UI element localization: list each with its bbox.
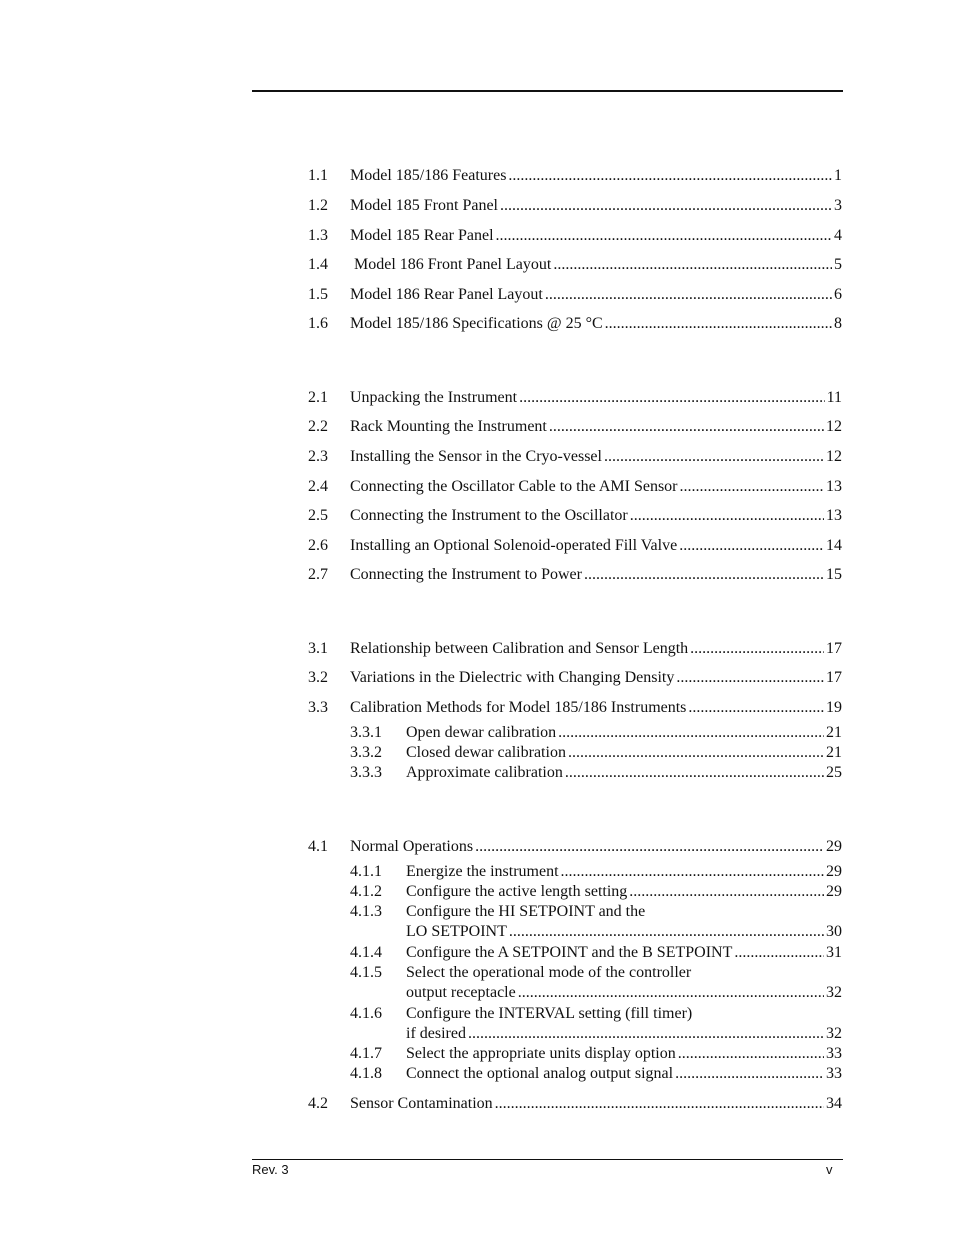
toc-title: Approximate calibration [406, 764, 563, 781]
toc-title: Rack Mounting the Instrument [350, 418, 547, 435]
toc-number: 3.3.3 [350, 764, 382, 781]
toc-number: 2.5 [308, 507, 328, 524]
toc-number: 4.1.5 [350, 964, 382, 981]
toc-leader-dots [500, 196, 832, 216]
footer-page-number: v [826, 1162, 833, 1177]
toc-entry-2-1[interactable] [308, 388, 842, 408]
toc-title: Unpacking the Instrument [350, 389, 518, 406]
toc-number: 1.3 [308, 227, 328, 244]
toc-page-number: 12 [826, 448, 842, 465]
toc-leader-dots [675, 1064, 824, 1084]
toc-entry-2-5[interactable] [308, 506, 842, 526]
toc-number: 1.4 [308, 256, 328, 273]
toc-page-number: 34 [826, 1095, 842, 1112]
toc-number: 4.1.8 [350, 1065, 382, 1082]
toc-number: 3.3.2 [350, 744, 382, 761]
toc-title: Configure the INTERVAL setting (fill timer) [406, 1005, 693, 1022]
toc-title: Closed dewar calibration [406, 744, 566, 761]
toc-leader-dots [561, 862, 824, 882]
toc-leader-dots [509, 922, 824, 942]
toc-title: Select the appropriate units display option [406, 1045, 676, 1062]
toc-number: 3.1 [308, 640, 328, 657]
toc-leader-dots [629, 882, 824, 902]
toc-entry-1-5[interactable] [308, 285, 842, 305]
toc-entry-2-7[interactable] [308, 565, 842, 585]
toc-leader-dots [468, 1024, 824, 1044]
toc-entry-2-6[interactable] [308, 536, 842, 556]
toc-entry-4-1-6-continued[interactable] [406, 1024, 842, 1044]
toc-entry-4-1-5[interactable] [350, 963, 842, 983]
toc-page-number: 14 [826, 537, 842, 554]
toc-page-number: 29 [826, 863, 842, 880]
toc-entry-2-3[interactable] [308, 447, 842, 467]
toc-number: 4.1.4 [350, 944, 382, 961]
toc-title: Sensor Contamination [350, 1095, 493, 1112]
toc-entry-1-4[interactable] [308, 255, 842, 275]
toc-title: Connect the optional analog output signal [406, 1065, 674, 1082]
toc-page-number: 12 [826, 418, 842, 435]
toc-number: 1.2 [308, 197, 328, 214]
toc-leader-dots [518, 983, 824, 1003]
toc-number: 1.1 [308, 167, 328, 184]
toc-leader-dots [553, 255, 832, 275]
toc-page-number: 13 [826, 507, 842, 524]
toc-title: Configure the HI SETPOINT and the [406, 903, 646, 920]
toc-title: Open dewar calibration [406, 724, 557, 741]
toc-entry-4-1-7[interactable] [350, 1044, 842, 1064]
toc-title-continued: LO SETPOINT [406, 923, 507, 940]
toc-leader-dots [545, 285, 832, 305]
toc-entry-4-1-2[interactable] [350, 882, 842, 902]
toc-title-continued: if desired [406, 1025, 466, 1042]
toc-title: Configure the active length setting [406, 883, 628, 900]
toc-page-number: 31 [826, 944, 842, 961]
toc-entry-4-1-3-continued[interactable] [406, 922, 842, 942]
toc-number: 2.3 [308, 448, 328, 465]
toc-entry-1-3[interactable] [308, 226, 842, 246]
toc-number: 1.5 [308, 286, 328, 303]
toc-entry-2-2[interactable] [308, 417, 842, 437]
toc-title: Model 186 Front Panel Layout [350, 256, 552, 273]
toc-title: Model 185/186 Features [350, 167, 507, 184]
toc-entry-3-3[interactable] [308, 698, 842, 718]
toc-entry-3-2[interactable] [308, 668, 842, 688]
toc-title: Model 186 Rear Panel Layout [350, 286, 543, 303]
toc-title: Model 185 Front Panel [350, 197, 498, 214]
toc-entry-1-2[interactable] [308, 196, 842, 216]
toc-number: 3.2 [308, 669, 328, 686]
toc-leader-dots [565, 763, 824, 783]
toc-number: 3.3 [308, 699, 328, 716]
toc-leader-dots [496, 226, 832, 246]
toc-page-number: 33 [826, 1065, 842, 1082]
toc-number: 2.2 [308, 418, 328, 435]
toc-page-number: 30 [826, 923, 842, 940]
toc-entry-4-1-5-continued[interactable] [406, 983, 842, 1003]
toc-page-number: 32 [826, 984, 842, 1001]
toc-number: 2.1 [308, 389, 328, 406]
toc-entry-3-3-2[interactable] [350, 743, 842, 763]
toc-entry-2-4[interactable] [308, 477, 842, 497]
toc-leader-dots [475, 837, 824, 857]
toc-leader-dots [688, 698, 824, 718]
toc-leader-dots [508, 166, 832, 186]
toc-leader-dots [679, 536, 824, 556]
toc-entry-1-1[interactable] [308, 166, 842, 186]
toc-leader-dots [630, 506, 824, 526]
toc-title: Energize the instrument [406, 863, 559, 880]
toc-page-number: 33 [826, 1045, 842, 1062]
toc-page-number: 6 [834, 286, 842, 303]
toc-number: 2.6 [308, 537, 328, 554]
toc-page-number: 17 [826, 640, 842, 657]
toc-entry-3-1[interactable] [308, 639, 842, 659]
toc-title: Model 185/186 Specifications @ 25 °C [350, 315, 603, 332]
toc-page-number: 21 [826, 724, 842, 741]
toc-leader-dots [519, 388, 825, 408]
toc-leader-dots [558, 723, 824, 743]
toc-leader-dots [568, 743, 824, 763]
toc-entry-4-2[interactable] [308, 1094, 842, 1114]
toc-entry-4-1-3[interactable] [350, 902, 842, 922]
toc-number: 2.4 [308, 478, 328, 495]
toc-number: 4.1 [308, 838, 328, 855]
toc-number: 4.1.2 [350, 883, 382, 900]
toc-leader-dots [680, 477, 825, 497]
toc-number: 3.3.1 [350, 724, 382, 741]
toc-entry-3-3-3[interactable] [350, 763, 842, 783]
toc-number: 2.7 [308, 566, 328, 583]
toc-page-number: 11 [826, 389, 842, 406]
toc-entry-4-1-4[interactable] [350, 943, 842, 963]
toc-leader-dots [604, 447, 824, 467]
toc-number: 4.1.7 [350, 1045, 382, 1062]
header-rule [252, 90, 843, 92]
toc-leader-dots [584, 565, 824, 585]
toc-title: Relationship between Calibration and Sensor Length [350, 640, 689, 657]
toc-page-number: 15 [826, 566, 842, 583]
toc-page-number: 29 [826, 883, 842, 900]
toc-page-number: 17 [826, 669, 842, 686]
toc-title: Connecting the Instrument to Power [350, 566, 582, 583]
toc-entry-4-1-1[interactable] [350, 862, 842, 882]
toc-title: Configure the A SETPOINT and the B SETPOINT [406, 944, 733, 961]
toc-page-number: 5 [834, 256, 842, 273]
toc-title: Installing an Optional Solenoid-operated Fill Valve [350, 537, 678, 554]
toc-page-number: 1 [834, 167, 842, 184]
toc-entry-4-1[interactable] [308, 837, 842, 857]
toc-leader-dots [605, 314, 832, 334]
toc-page-number: 19 [826, 699, 842, 716]
toc-title-continued: output receptacle [406, 984, 516, 1001]
toc-title: Variations in the Dielectric with Changing Density [350, 669, 675, 686]
footer-rule [252, 1159, 843, 1160]
toc-title: Connecting the Instrument to the Oscillator [350, 507, 628, 524]
toc-page-number: 25 [826, 764, 842, 781]
toc-entry-1-6[interactable] [308, 314, 842, 334]
toc-title: Connecting the Oscillator Cable to the AMI Sensor [350, 478, 678, 495]
toc-title: Calibration Methods for Model 185/186 Instruments [350, 699, 687, 716]
toc-number: 4.1.6 [350, 1005, 382, 1022]
toc-page-number: 29 [826, 838, 842, 855]
toc-leader-dots [690, 639, 824, 659]
toc-leader-dots [734, 943, 824, 963]
toc-number: 1.6 [308, 315, 328, 332]
toc-leader-dots [676, 668, 824, 688]
toc-title: Normal Operations [350, 838, 474, 855]
footer-revision: Rev. 3 [252, 1162, 289, 1177]
toc-page-number: 4 [834, 227, 842, 244]
toc-title: Installing the Sensor in the Cryo-vessel [350, 448, 602, 465]
toc-page-number: 3 [834, 197, 842, 214]
toc-number: 4.1.1 [350, 863, 382, 880]
toc-page-number: 32 [826, 1025, 842, 1042]
toc-number: 4.2 [308, 1095, 328, 1112]
toc-number: 4.1.3 [350, 903, 382, 920]
toc-page-number: 8 [834, 315, 842, 332]
toc-title: Model 185 Rear Panel [350, 227, 494, 244]
toc-leader-dots [495, 1094, 824, 1114]
toc-page-number: 13 [826, 478, 842, 495]
toc-leader-dots [678, 1044, 824, 1064]
toc-entry-4-1-8[interactable] [350, 1064, 842, 1084]
toc-leader-dots [549, 417, 824, 437]
toc-entry-3-3-1[interactable] [350, 723, 842, 743]
toc-title: Select the operational mode of the controller [406, 964, 692, 981]
toc-entry-4-1-6[interactable] [350, 1004, 842, 1024]
toc-page-number: 21 [826, 744, 842, 761]
